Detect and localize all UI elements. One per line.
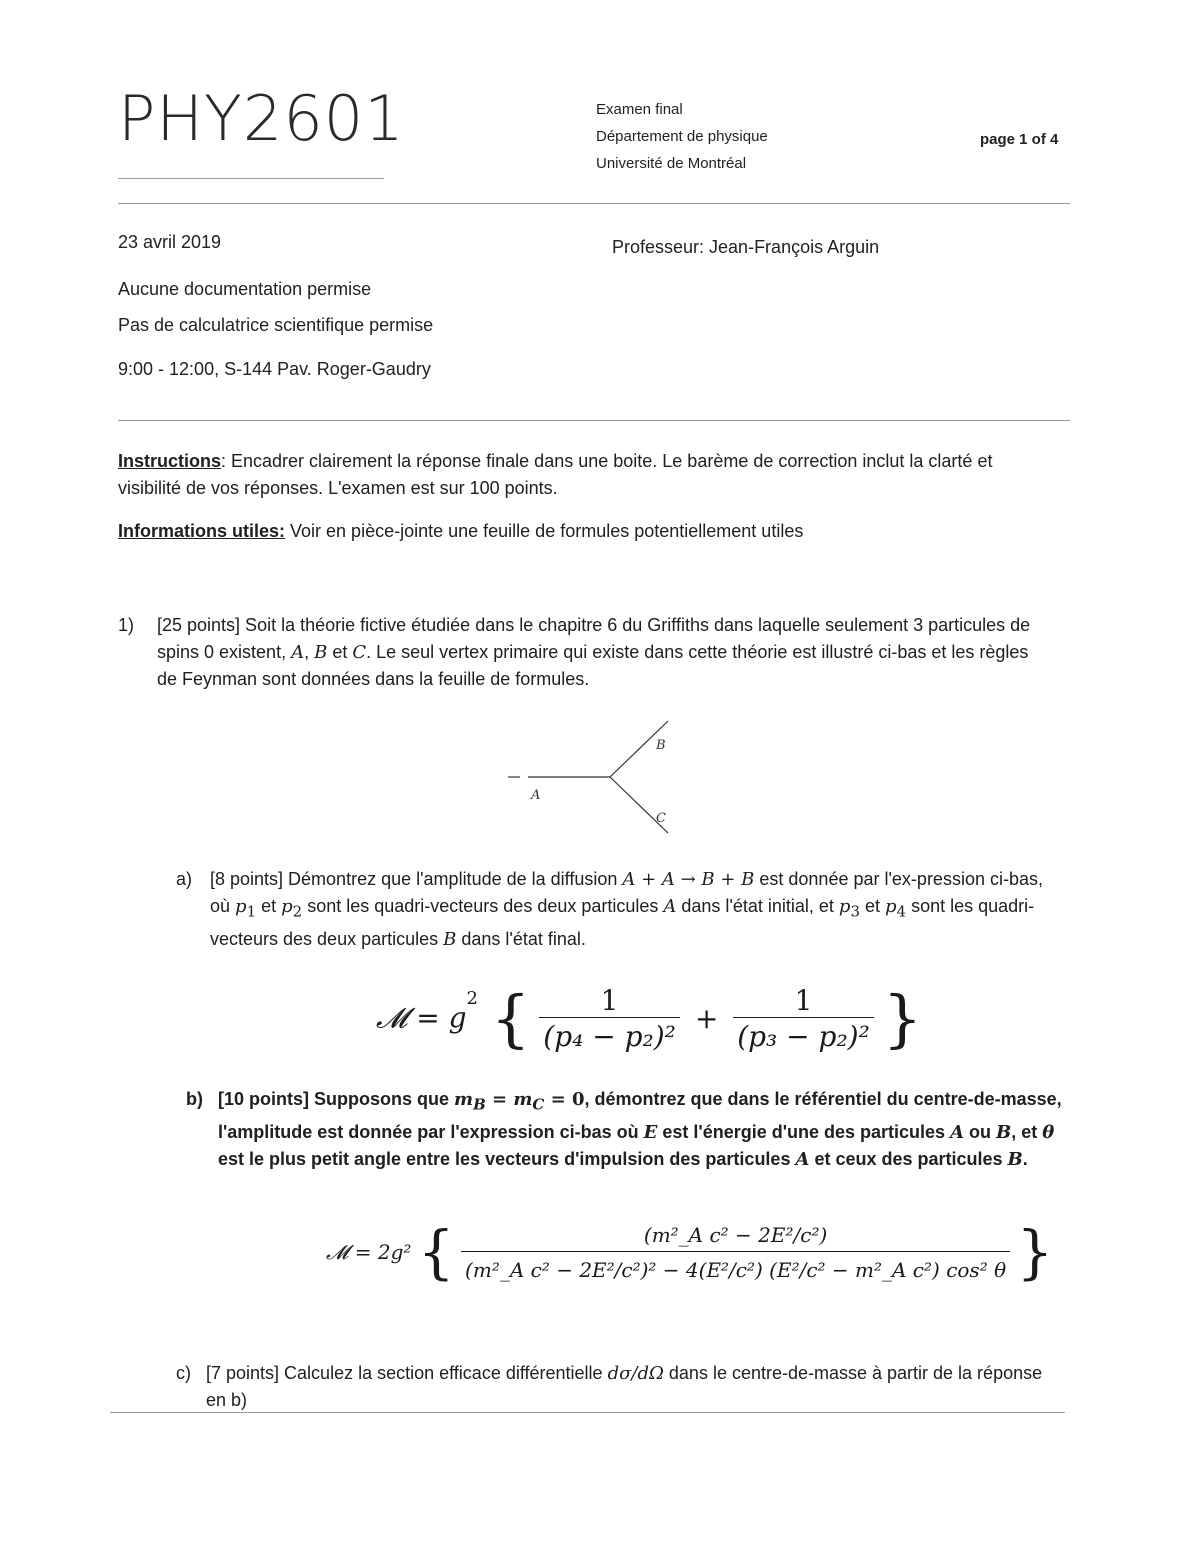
equation-b [326,1218,1053,1286]
eq-b-num: (m²_A c² − 2E²/c²) [643,1222,828,1247]
part-c-label: c) [176,1363,191,1383]
exam-header-block [596,96,768,177]
feynman-vertex-diagram [500,715,700,845]
rule-calculator: Pas de calculatrice scientifique permise [118,315,434,335]
label-b: B [656,738,666,753]
department: Département de physique [596,128,768,145]
part-b-t4: ou [964,1121,997,1142]
particle-a-ref: A [663,896,677,917]
p1-sub: 1 [246,902,257,921]
part-b-text [218,1086,1063,1173]
eq-a-brace-open: { [490,982,531,1055]
eq-b-brace-open: { [417,1218,455,1286]
logo-underline [118,178,384,179]
part-a-t8: dans l'état final. [456,928,586,949]
theta: θ [1042,1121,1055,1143]
sep: , [304,642,315,662]
p2: p [281,896,293,917]
page-indicator: page 1 of 4 [980,131,1059,148]
part-c-text [206,1360,1056,1414]
eq-a-brace-close: } [882,982,923,1055]
eq-b-lhs: 𝓜 = 2g² [326,1240,412,1264]
p3-sub: 3 [850,902,860,921]
particle-b-ref-b: B [996,1121,1012,1143]
particle-b: B [314,642,328,663]
eq-a-den2: (p₃ − p₂)² [733,1017,874,1053]
energy-e: E [643,1121,658,1143]
cond-m2: m [513,1089,533,1110]
part-b-t5: , et [1011,1121,1043,1142]
question1-text [157,612,1052,693]
process: A + A → B + B [622,869,755,890]
eq-b-brace-close: } [1016,1218,1054,1286]
p1: p [235,896,247,917]
p2-sub: 2 [292,902,303,921]
eq-a-plus: + [694,1002,719,1035]
part-b-t7: et ceux des particules [809,1148,1008,1169]
part-a-t6: et [860,896,886,916]
part-a-t2: est donnée par l'ex-pression ci-bas, où [210,869,1043,916]
info-divider [118,420,1070,421]
exam-type: Examen final [596,101,683,118]
useful-info-text: Voir en pièce-jointe une feuille de formules potentiellement utiles [285,521,804,541]
eq-a-frac2 [733,984,874,1053]
eq-a-num2: 1 [794,984,813,1017]
part-a-t5: dans l'état initial, et [676,896,839,916]
useful-info [118,518,1058,545]
part-a-t4: sont les quadri-vecteurs des deux particules [302,896,664,916]
part-b-t2: , démontrez que dans le référentiel du centre-de-masse, l'amplitude est donnée par l'expression ci-bas où [218,1089,1062,1142]
instructions-label: Instructions [118,451,222,471]
particle-c: C [352,642,367,663]
cond-zero: = 0 [544,1089,585,1110]
p4: p [885,896,897,917]
eq-a-den1: (p₄ − p₂)² [539,1017,680,1053]
p3: p [838,896,851,917]
question1-text-b: . Le seul vertex primaire qui existe dans cette théorie est illustré ci-bas et les règles de Feynman sont données dans la feuille de formules. [157,642,1029,689]
part-b-t6: est le plus petit angle entre les vecteurs d'impulsion des particules [218,1148,796,1169]
eq-a-frac1 [539,984,680,1053]
particle-a-ref-b2: A [795,1148,810,1170]
part-b-t3: est l'énergie d'une des particules [657,1121,951,1142]
instructions-text: : Encadrer clairement la réponse finale dans une boite. Le barème de correction inclut la clarté et visibilité de vos réponses. L'examen est sur 100 points. [118,451,993,498]
dsigma-domega: dσ/dΩ [607,1363,664,1384]
and: et [327,642,353,662]
part-a-label: a) [176,869,193,889]
header-divider [118,203,1070,204]
question1-number: 1) [118,615,135,635]
equation-a [376,982,922,1055]
part-b-label: b) [186,1089,203,1109]
time-location: 9:00 - 12:00, S-144 Pav. Roger-Gaudry [118,359,431,379]
particle-a: A [291,642,305,663]
part-b-t1: [10 points] Supposons que [218,1089,455,1109]
question1-text-a: [25 points] Soit la théorie fictive étudiée dans le chapitre 6 du Griffiths dans laquelle seulement 3 particules de spins 0 existent, [157,615,1031,662]
instructions [118,448,1058,502]
label-c: C [656,811,666,826]
particle-a-ref-b: A [950,1121,965,1143]
eq-a-lhs-sup: 2 [466,988,478,1009]
label-a: A [531,788,541,803]
rule-documentation: Aucune documentation permise [118,279,372,299]
course-code-logo: PHY2601 [118,82,405,155]
p4-sub: 4 [896,902,907,921]
part-b-t8: . [1022,1148,1028,1169]
part-a-t7: sont les quadri-vecteurs des deux particules [210,896,1035,949]
cond-m1: m [454,1089,474,1110]
part-a-text [210,866,1055,953]
cond-eq: = [485,1089,514,1110]
professor: Professeur: Jean-François Arguin [612,237,880,257]
university: Université de Montréal [596,155,747,172]
part-c-t2: dans le centre-de-masse à partir de la réponse en b) [206,1363,1043,1410]
eq-b-den: (m²_A c² − 2E²/c²)² − 4(E²/c²) (E²/c² − m²_A c²) cos² θ [461,1251,1010,1282]
exam-date: 23 avril 2019 [118,232,222,252]
part-a-t3: et [256,896,282,916]
useful-info-label: Informations utiles: [118,521,286,541]
part-c-t1: [7 points] Calculez la section efficace différentielle [206,1363,608,1383]
eq-a-num1: 1 [600,984,619,1017]
particle-b-ref-b2: B [1007,1148,1023,1170]
cond-s2: C [532,1095,545,1114]
cond-s1: B [473,1095,486,1114]
eq-b-frac [461,1223,1010,1282]
eq-a-lhs: 𝓜 = g [376,1001,467,1035]
part-a-t1: [8 points] Démontrez que l'amplitude de la diffusion [210,869,623,889]
particle-b-ref: B [443,928,457,950]
footer-divider [110,1412,1065,1413]
